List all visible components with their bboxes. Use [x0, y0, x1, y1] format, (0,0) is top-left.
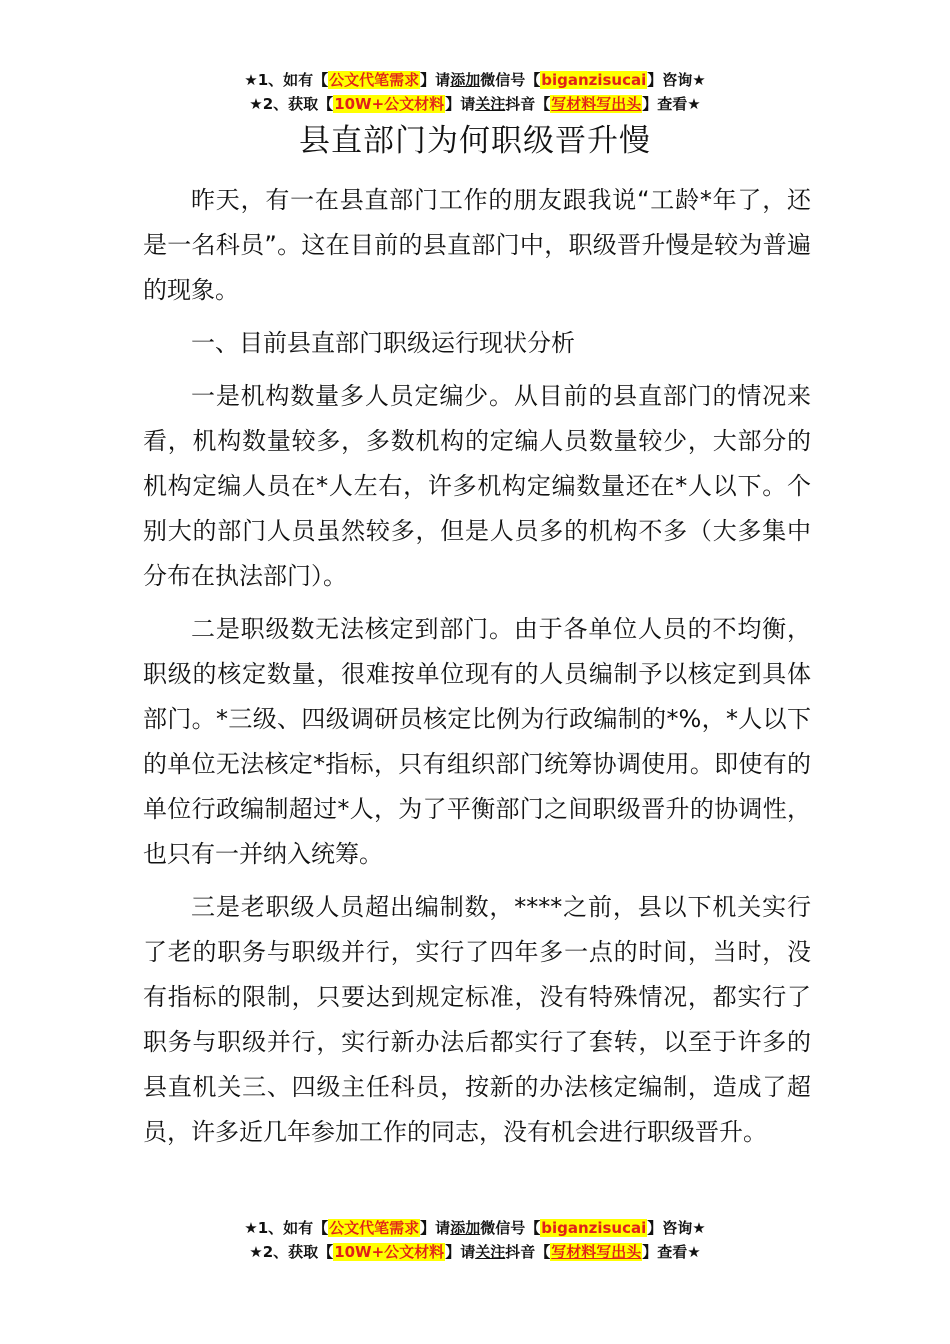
banner-text: ★2、获取【 — [249, 1243, 334, 1261]
banner-text: ★2、获取【 — [249, 95, 334, 113]
banner-text: 抖音【 — [505, 1243, 551, 1261]
header-banner — [0, 68, 950, 116]
banner-text: 】查看★ — [642, 95, 701, 113]
banner-text: 】查看★ — [642, 1243, 701, 1261]
banner-text: 】请 — [420, 71, 451, 89]
banner-text: 】请 — [445, 95, 476, 113]
banner-line-2 — [0, 1240, 950, 1264]
douyin-account-highlight: 写材料写出头 — [551, 95, 642, 113]
banner-line-1 — [0, 1216, 950, 1240]
paragraph-point-1: 一是机构数量多人员定编少。从目前的县直部门的情况来看，机构数量较多，多数机构的定编人员数量较少，大部分的机构定编人员在*人左右，许多机构定编数量还在*人以下。个别大的部门人员虽然较多，但是人员多的机构不多（大多集中分布在执法部门）。 — [143, 382, 811, 590]
banner-text: 】请 — [420, 1219, 451, 1237]
banner-line-1 — [0, 68, 950, 92]
paragraph-point-3: 三是老职级人员超出编制数，****之前，县以下机关实行了老的职务与职级并行，实行了四年多一点的时间，当时，没有指标的限制，只要达到规定标准，没有特殊情况，都实行了职务与职级并行，实行新办法后都实行了套转，以至于许多的县直机关三、四级主任科员，按新的办法核定编制，造成了超员，许多近几年参加工作的同志，没有机会进行职级晋升。 — [143, 893, 811, 1146]
paragraph-point-2: 二是职级数无法核定到部门。由于各单位人员的不均衡，职级的核定数量，很难按单位现有的人员编制予以核定到具体部门。*三级、四级调研员核定比例为行政编制的*%，*人以下的单位无法核定*指标，只有组织部门统筹协调使用。即使有的单位行政编制超过*人，为了平衡部门之间职级晋升的协调性，也只有一并纳入统筹。 — [143, 615, 811, 868]
banner-text: ★1、如有【 — [244, 71, 329, 89]
ghostwriting-highlight: 公文代笔需求 — [329, 1219, 420, 1237]
banner-emphasis: 添加 — [450, 71, 481, 89]
materials-highlight: 10W+公文材料 — [334, 1243, 445, 1261]
banner-text: 】请 — [445, 1243, 476, 1261]
paragraph-intro: 昨天，有一在县直部门工作的朋友跟我说“工龄*年了，还是一名科员”。这在目前的县直部门中，职级晋升慢是较为普遍的现象。 — [143, 186, 811, 304]
banner-text: 】咨询★ — [647, 71, 706, 89]
document-body — [143, 178, 811, 1163]
document-title: 县直部门为何职级晋升慢 — [299, 123, 651, 159]
banner-text: 】咨询★ — [647, 1219, 706, 1237]
banner-text: 微信号【 — [480, 71, 541, 89]
banner-text: 抖音【 — [505, 95, 551, 113]
banner-emphasis: 关注 — [475, 95, 506, 113]
ghostwriting-highlight: 公文代笔需求 — [329, 71, 420, 89]
douyin-account-highlight: 写材料写出头 — [551, 1243, 642, 1261]
banner-text: ★1、如有【 — [244, 1219, 329, 1237]
wechat-id-highlight: biganzisucai — [541, 1219, 647, 1237]
wechat-id-highlight: biganzisucai — [541, 71, 647, 89]
banner-emphasis: 关注 — [475, 1243, 506, 1261]
banner-emphasis: 添加 — [450, 1219, 481, 1237]
section-heading: 一、目前县直部门职级运行现状分析 — [191, 329, 575, 357]
banner-text: 微信号【 — [480, 1219, 541, 1237]
materials-highlight: 10W+公文材料 — [334, 95, 445, 113]
footer-banner — [0, 1216, 950, 1264]
banner-line-2 — [0, 92, 950, 116]
